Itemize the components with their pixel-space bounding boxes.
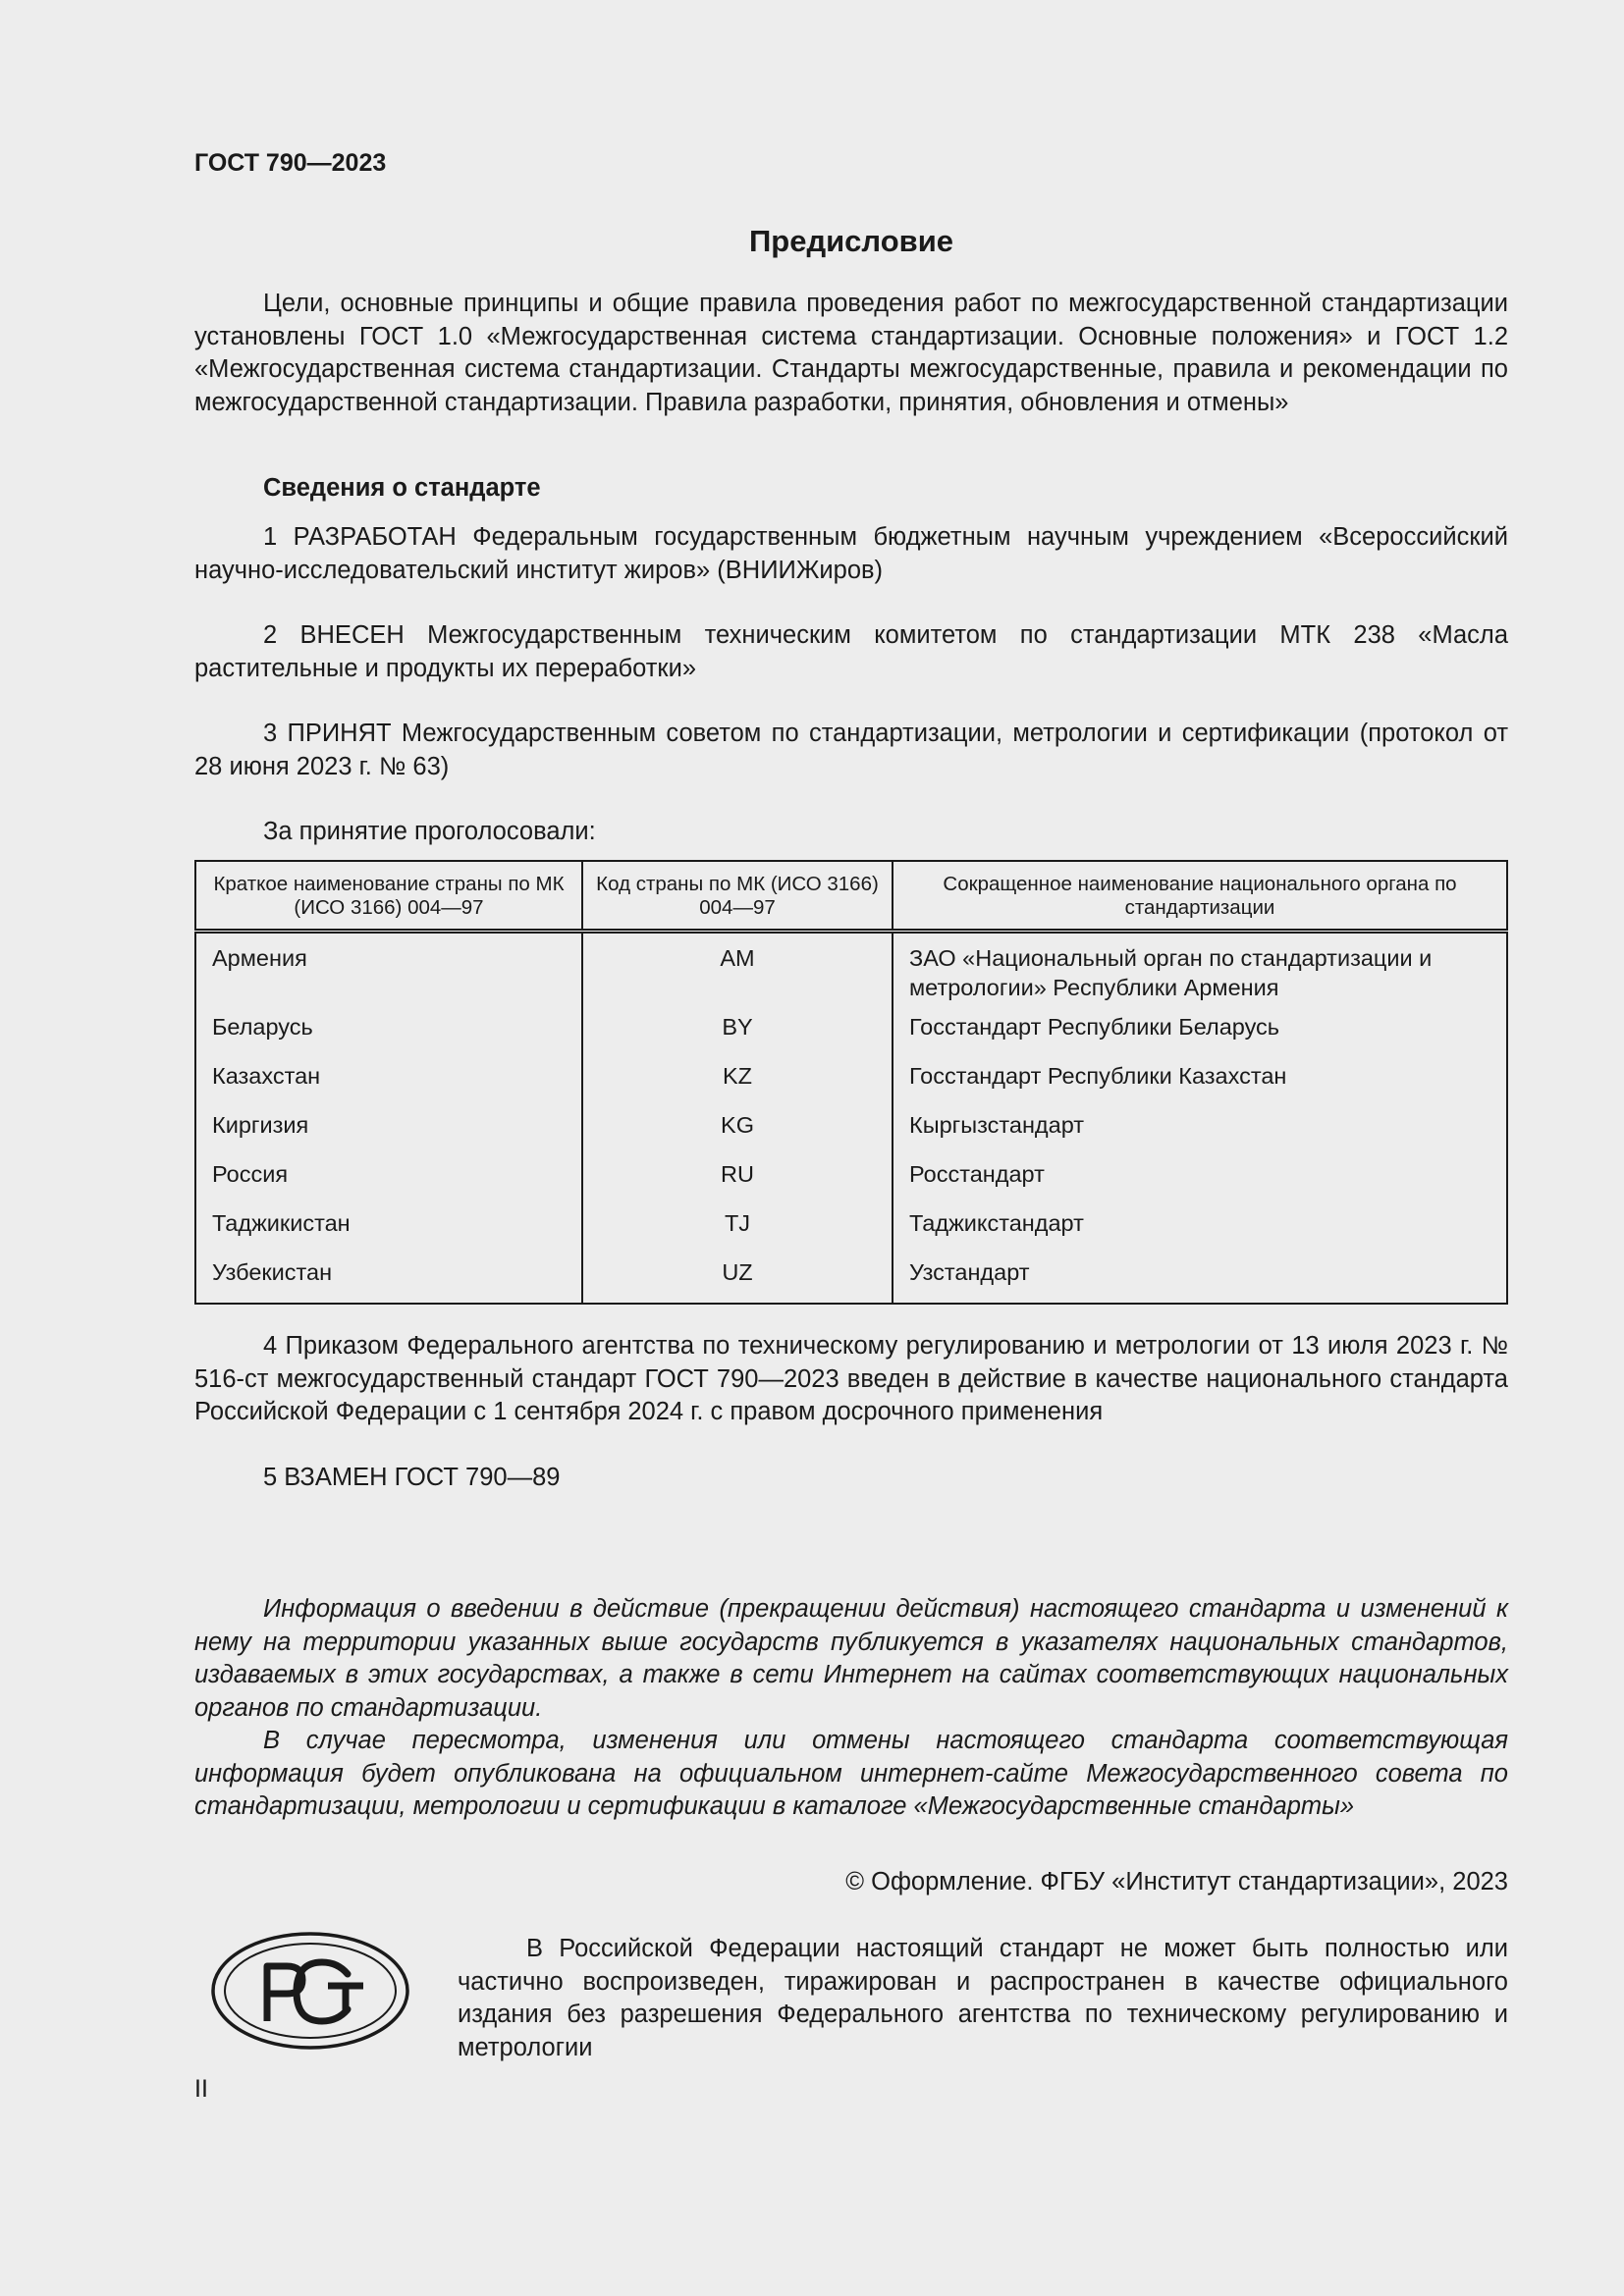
country-cell: Армения bbox=[212, 945, 307, 971]
info-paragraph-1: Информация о введении в действие (прекращении действия) настоящего стандарта и изменений к нему на территории указанных выше государств публикуется в указателях национальных стандартов, издаваемых в этих государствах, а также в сети Интернет на сайтах соответствующих национальных органов по стандартизации. bbox=[194, 1595, 1508, 1722]
body-cell: Госстандарт Республики Беларусь bbox=[893, 1012, 1507, 1061]
country-cell: Киргизия bbox=[212, 1112, 309, 1138]
code-cell: UZ bbox=[582, 1257, 893, 1304]
item-1-developed: 1 РАЗРАБОТАН Федеральным государственным бюджетным научным учреждением «Всероссийский научно-исследовательский институт жиров» (ВНИИЖиров) bbox=[194, 523, 1508, 584]
page-title: Предисловие bbox=[748, 224, 953, 258]
table-row bbox=[195, 1208, 1507, 1257]
item-4-order: 4 Приказом Федерального агентства по техническому регулированию и метрологии от 13 июля 2023 г. № 516-ст межгосударственный стандарт ГОСТ 790—2023 введен в действие в качестве национального стандарта Российской Федерации с 1 сентября 2024 г. с правом досрочного применения bbox=[194, 1332, 1508, 1425]
table-row bbox=[195, 1110, 1507, 1159]
item-2-introduced: 2 ВНЕСЕН Межгосударственным техническим комитетом по стандартизации МТК 238 «Масла растительные и продукты их переработки» bbox=[194, 621, 1508, 682]
page-number: II bbox=[194, 2075, 208, 2103]
rst-certification-logo-icon bbox=[210, 1931, 410, 2051]
header-national-body: Сокращенное наименование национального органа по стандартизации bbox=[893, 861, 1507, 932]
table-row bbox=[195, 1257, 1507, 1304]
item-5-replaces: 5 ВЗАМЕН ГОСТ 790—89 bbox=[263, 1464, 561, 1491]
code-cell: RU bbox=[582, 1159, 893, 1208]
header-country-code: Код страны по МК (ИСО 3166) 004—97 bbox=[582, 861, 893, 932]
item-3-adopted: 3 ПРИНЯТ Межгосударственным советом по стандартизации, метрологии и сертификации (протокол от 28 июня 2023 г. № 63) bbox=[194, 720, 1508, 780]
document-code: ГОСТ 790—2023 bbox=[194, 149, 387, 177]
copyright-line: © Оформление. ФГБУ «Институт стандартизации», 2023 bbox=[845, 1868, 1508, 1896]
table-row bbox=[195, 1012, 1507, 1061]
country-cell: Таджикистан bbox=[212, 1210, 351, 1236]
code-cell: KG bbox=[582, 1110, 893, 1159]
country-cell: Беларусь bbox=[212, 1014, 313, 1040]
logo-text: РСТ bbox=[310, 1991, 312, 1992]
body-cell: Росстандарт bbox=[893, 1159, 1507, 1208]
body-cell: Кыргызстандарт bbox=[893, 1110, 1507, 1159]
code-cell: KZ bbox=[582, 1061, 893, 1110]
country-cell: Казахстан bbox=[212, 1063, 321, 1089]
code-cell: BY bbox=[582, 1012, 893, 1061]
code-cell: AM bbox=[582, 932, 893, 1013]
table-row bbox=[195, 932, 1507, 1013]
table-row bbox=[195, 1159, 1507, 1208]
table-header-row bbox=[195, 861, 1507, 932]
vote-intro: За принятие проголосовали: bbox=[263, 818, 596, 845]
body-cell: Узстандарт bbox=[893, 1257, 1507, 1304]
header-country-name: Краткое наименование страны по МК (ИСО 3166) 004—97 bbox=[195, 861, 582, 932]
country-cell: Россия bbox=[212, 1161, 289, 1187]
table-row bbox=[195, 1061, 1507, 1110]
body-cell: Таджикстандарт bbox=[893, 1208, 1507, 1257]
voting-countries-table bbox=[194, 860, 1508, 1305]
info-paragraph-2: В случае пересмотра, изменения или отмены настоящего стандарта соответствующая информация будет опубликована на официальном интернет-сайте Межгосударственного совета по стандартизации, метрологии и сертификации в каталоге «Межгосударственные стандарты» bbox=[194, 1727, 1508, 1820]
standard-info-heading: Сведения о стандарте bbox=[263, 474, 541, 502]
country-cell: Узбекистан bbox=[212, 1259, 333, 1285]
code-cell: TJ bbox=[582, 1208, 893, 1257]
body-cell: ЗАО «Национальный орган по стандартизации и метрологии» Республики Армения bbox=[893, 932, 1507, 1013]
intro-paragraph: Цели, основные принципы и общие правила проведения работ по межгосударственной стандартизации установлены ГОСТ 1.0 «Межгосударственная система стандартизации. Основные положения» и ГОСТ 1.2 «Межгосударственная система стандартизации. Стандарты межгосударственные, правила и рекомендации по межгосударственной стандартизации. Правила разработки, принятия, обновления и отмены» bbox=[194, 290, 1508, 416]
rf-notice: В Российской Федерации настоящий стандарт не может быть полностью или частично воспроизведен, тиражирован и распространен в качестве официального издания без разрешения Федерального агентства по техническому регулированию и метрологии bbox=[458, 1935, 1508, 2061]
body-cell: Госстандарт Республики Казахстан bbox=[893, 1061, 1507, 1110]
